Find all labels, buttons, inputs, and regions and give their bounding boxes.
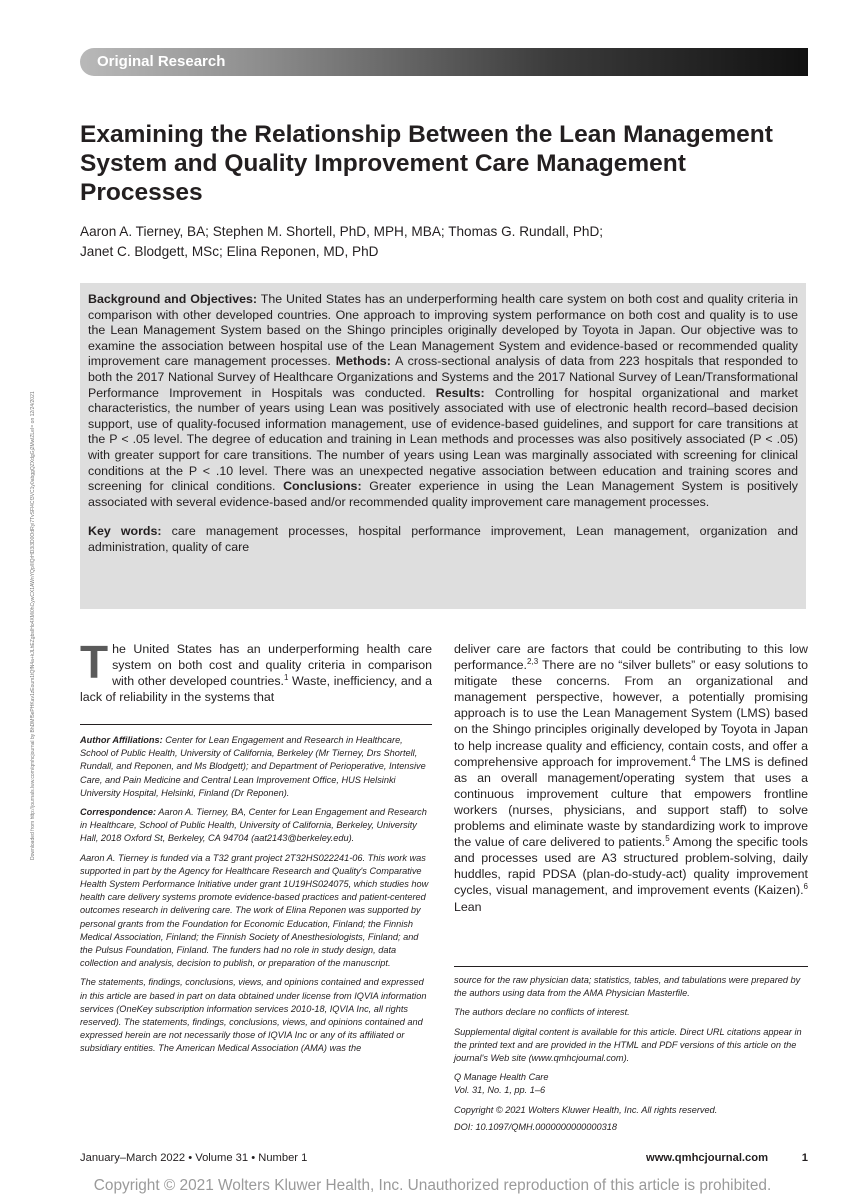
affiliations-label: Author Affiliations: xyxy=(80,735,163,745)
results-text: Controlling for hospital organizational and market characteristics, the number of years using Lean was positively associated with use of electronic health record–based decision support, use of quality-focused information management, use of evidence-based guidelines, and support for care transitions at the P < .05 level. The degree of education and training in Lean methods and processes was also positively associated (P < .05) with greater support for care transitions. The number of years using Lean was marginally associated with screening for clinical conditions at the P < .10 level. There was an unexpected negative association between education and training scores and screening for clinical conditions. xyxy=(88,385,798,494)
issue-info: January–March 2022 • Volume 31 • Number 1 xyxy=(80,1152,308,1164)
conflicts-note: The authors declare no conflicts of interest. xyxy=(454,1007,630,1018)
body-text: The LMS is defined as an overall management/operating system that uses a continuous improvement culture that empowers frontline workers (nurses, physicians, and support staff) to solve problems and eliminate waste by standardizing work to improve the value of care delivered to patients. xyxy=(454,754,808,850)
body-text: Among the specific tools and processes used are A3 structured problem-solving, daily huddles, rapid PDSA (plan-do-study-act) quality improvement cycles, visual management, and improvement events (Kaizen). xyxy=(454,835,808,898)
drop-cap: T xyxy=(80,636,109,688)
background-text: The United States has an underperforming health care system on both cost and quality criteria in comparison with other developed countries. One approach to improving system performance on both cost and quality is to use the Lean Management System based on the Shingo principles originally developed by Toyota in Japan. Our objective was to examine the association between hospital use of the Lean Management System and evidence-based or recommended quality improvement care management processes. xyxy=(88,292,798,369)
citation: 4 xyxy=(691,753,696,763)
copyright-note: Copyright © 2021 Wolters Kluwer Health, Inc. All rights reserved. xyxy=(454,1104,718,1115)
body-text: There are no “silver bullets” or easy solutions to mitigate these concerns. From an organizational and management perspective, however, a potentially promising approach is to use the Lean Management System (LMS) based on the Shingo principles originally developed by Toyota in Japan to help increase quality and efficiency, contain costs, and offer a comprehensive approach for improvement. xyxy=(454,658,808,769)
journal-name: Q Manage Health Care xyxy=(454,1072,549,1083)
copyright-watermark: Copyright © 2021 Wolters Kluwer Health, Inc. Unauthorized reproduction of this article is prohibited. xyxy=(93,1177,772,1194)
doi: DOI: 10.1097/QMH.0000000000000318 xyxy=(454,1121,617,1132)
footnote-divider xyxy=(80,724,432,725)
authors-line: Aaron A. Tierney, BA; Stephen M. Shortell, PhD, MPH, MBA; Thomas G. Rundall, PhD; xyxy=(80,224,604,239)
conclusions-text: Greater experience in using the Lean Management System is positively associated with several evidence-based and/or recommended quality improvement care management processes. xyxy=(88,479,798,509)
footnotes-right xyxy=(454,974,808,1134)
abstract-body xyxy=(88,292,798,510)
volume-info: Vol. 31, No. 1, pp. 1–6 xyxy=(454,1085,546,1096)
body-column-left xyxy=(80,636,432,705)
journal-website[interactable]: www.qmhcjournal.com xyxy=(646,1152,769,1164)
section-label: Original Research xyxy=(97,53,226,70)
results-label: Results: xyxy=(435,385,485,400)
footnotes-left xyxy=(80,734,432,1062)
correspondence-text: Aaron A. Tierney, BA, Center for Lean Engagement and Research in Healthcare, School of Public Health, University of California, Berkeley, University Hall, 2018 Oxford St, Berkeley, CA 94704 (aat2143@berkeley.edu). xyxy=(80,807,427,844)
authors-line: Janet C. Blodgett, MSc; Elina Reponen, MD, PhD xyxy=(80,244,379,259)
supplemental-note: Supplemental digital content is available for this article. Direct URL citations appear in the printed text and are provided in the HTML and PDF versions of this article on the journal's Web site (www.qmhcjournal.com). xyxy=(454,1026,802,1064)
correspondence-label: Correspondence: xyxy=(80,807,157,818)
abstract-box xyxy=(80,283,806,609)
keywords-label: Key words: xyxy=(88,524,162,539)
page-number: 1 xyxy=(801,1152,808,1164)
citation: 5 xyxy=(665,834,670,843)
author-list xyxy=(80,222,800,262)
funding-note: Aaron A. Tierney is funded via a T32 grant project 2T32HS022241-06. This work was supported in part by the Agency for Healthcare Research and Quality's Comparative Health System Performance Initiative under grant 1U19HS024075, which studies how health care delivery systems promote evidence-based practices and patient-centered outcomes research in delivering care. The work of Elina Reponen was supported by personal grants from the Foundation for Economic Education, Finland; the Finnish Medical Association, Finland; the Finnish Society of Anesthesiologists, Finland; and the Pulsus Foundation, Finland. The funders had no role in study design, data collection and analysis, decision to publish, or preparation of the manuscript. xyxy=(80,852,429,969)
affiliations-text: Center for Lean Engagement and Research in Healthcare, School of Public Health, University of California, Berkeley (Mr Tierney, Drs Shortell, Rundall, and Reponen, and Ms Blodgett); and Department of Perioperative, Intensive Care, and Pain Medicine and Central Lean Improvement Office, HUS Helsinki University Hospital, Helsinki, Finland (Dr Reponen). xyxy=(80,735,426,798)
source-note: source for the raw physician data; statistics, tables, and tabulations were prepared by the authors using data from the AMA Physician Masterfile. xyxy=(454,975,801,999)
body-column-right xyxy=(454,641,808,915)
body-text: he United States has an underperforming health care system on both cost and quality criteria in comparison with other developed countries. xyxy=(112,642,432,689)
citation: 1 xyxy=(284,673,289,683)
keywords-text: care management processes, hospital performance improvement, Lean management, organization and administration, quality of care xyxy=(88,524,798,554)
methods-label: Methods: xyxy=(335,354,391,369)
footer-right xyxy=(646,1152,808,1164)
body-text: deliver care are factors that could be contributing to this low performance. xyxy=(454,642,808,673)
background-label: Background and Objectives: xyxy=(88,292,258,306)
citation: 2,3 xyxy=(527,656,539,666)
affiliations-note xyxy=(80,734,432,800)
statements-note: The statements, findings, conclusions, views, and opinions contained and expressed in this article are based in part on data obtained under license from IQVIA information services (OneKey subscription information services 2010-18, IQVIA Inc, all rights reserved). The statements, findings, conclusions, views, and opinions contained and expressed herein are not necessarily those of IQVIA Inc or any of its affiliated or subsidiary entities. The American Medical Association (AMA) was the xyxy=(80,977,427,1054)
body-text: Lean xyxy=(454,899,482,914)
conclusions-label: Conclusions: xyxy=(283,479,362,494)
citation: 6 xyxy=(803,882,808,892)
methods-text: A cross-sectional analysis of data from 223 hospitals that responded to both the 2017 National Survey of Healthcare Organizations and Systems and the 2017 National Survey of Lean/Transformational Performance Improvement in Hospitals was conducted. xyxy=(88,354,798,400)
correspondence-note xyxy=(80,806,432,846)
footnote-divider xyxy=(454,966,808,967)
article-title: Examining the Relationship Between the Lean Management System and Quality Improvement Care Management Processes xyxy=(80,121,773,206)
keywords xyxy=(88,524,798,555)
body-text: Waste, inefficiency, and a lack of reliability in the systems that xyxy=(80,674,432,705)
download-notice: Downloaded from http://journals.lww.com/qmhcjournal by BhDMf5ePHKav1zEoum1tQfN4a+kJLhEZgbsIHo4XMi0hCywCX1AWnYQp/IlQrHD3i3D0OdRyi7TvSFl4Cf3VC1y0abggQZXdgGj2MwlZLeI= on 12/24/2021 xyxy=(30,391,36,860)
